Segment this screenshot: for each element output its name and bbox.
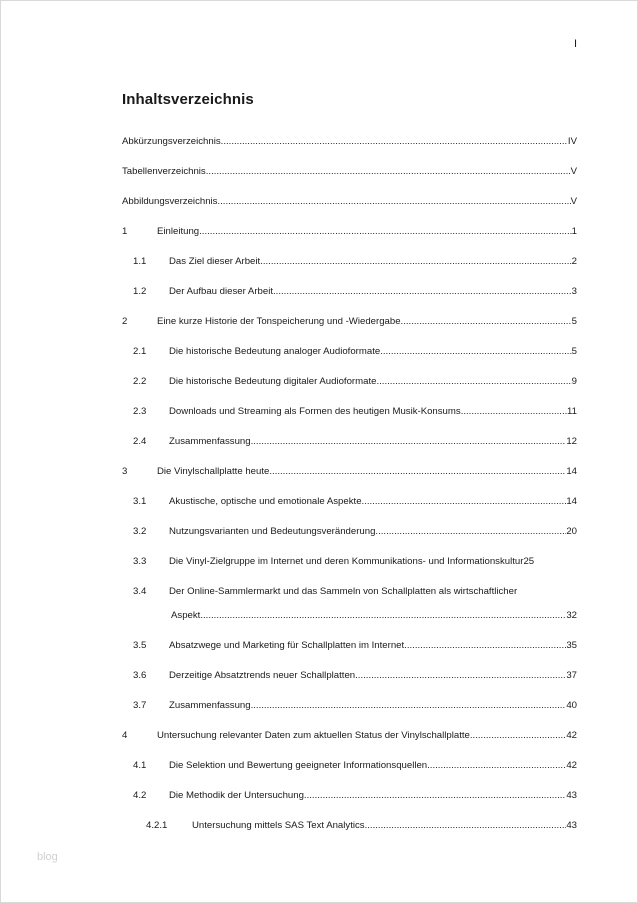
toc-entry-2-1[interactable] [122,346,577,376]
toc-entry-page: V [570,166,577,177]
toc-entry-number: 3.3 [133,556,147,567]
toc-entry-page: 43 [566,790,577,801]
dot-leader [362,496,567,507]
toc-entry-4[interactable] [122,730,577,760]
dot-leader [355,670,566,681]
dot-leader [404,640,566,651]
toc-entry-3-7[interactable] [122,700,577,730]
toc-entry-2-2[interactable] [122,376,577,406]
toc-entry-number: 3.7 [133,700,147,711]
toc-entry-page: 5 [571,346,577,357]
dot-leader [251,700,567,711]
toc-entry-3-1[interactable] [122,496,577,526]
toc-entry-number: 4 [122,730,128,741]
toc-entry-label: Tabellenverzeichnis [122,166,206,177]
toc-entry-page: 14 [566,466,577,477]
toc-entry-1-1[interactable] [122,256,577,286]
toc-entry-abkuerzungsverzeichnis[interactable] [122,136,577,166]
toc-entry-page: 2 [571,256,577,267]
toc-entry-number: 4.1 [133,760,147,771]
toc-entry-label: Derzeitige Absatztrends neuer Schallplatten [169,670,356,681]
toc-entry-number: 3 [122,466,128,477]
toc-entry-label: Die Selektion und Bewertung geeigneter Informationsquellen [169,760,428,771]
dot-leader [365,820,567,831]
toc-entry-page: V [570,196,577,207]
toc-entry-label: Zusammenfassung [169,700,251,711]
toc-entry-label: Einleitung [157,226,200,237]
toc-entry-number: 3.2 [133,526,147,537]
dot-leader [251,436,567,447]
toc-entry-label: Akustische, optische und emotionale Aspekte [169,496,362,507]
toc-entry-number: 2.4 [133,436,147,447]
toc-entry-label: Nutzungsvarianten und Bedeutungsveränderung [169,526,376,537]
watermark: blog [37,851,58,863]
toc-entry-page: 12 [566,436,577,447]
toc-entry-page: 37 [566,670,577,681]
toc-entry-label-line2: Aspekt [171,610,201,621]
toc-entry-page: 9 [571,376,577,387]
dot-leader [380,346,571,357]
toc-entry-label-line1: Der Online-Sammlermarkt und das Sammeln von Schallplatten als wirtschaftlicher [169,586,518,597]
toc-entry-number: 3.4 [133,586,147,597]
toc-entry-2[interactable] [122,316,577,346]
toc-heading: Inhaltsverzeichnis [122,91,254,108]
toc-entry-label: Das Ziel dieser Arbeit [169,256,261,267]
dot-leader [304,790,566,801]
toc-entry-abbildungsverzeichnis[interactable] [122,196,577,226]
toc-entry-page: 3 [571,286,577,297]
toc-entry-page: 25 [523,556,535,567]
dot-leader [375,526,566,537]
toc-entry-4-2-1[interactable] [122,820,577,850]
toc-entry-2-3[interactable] [122,406,577,436]
table-of-contents [122,136,577,850]
toc-entry-label: Der Aufbau dieser Arbeit [169,286,273,297]
toc-entry-label: Die Vinyl-Zielgruppe im Internet und deren Kommunikations- und Informationskultur [169,556,524,567]
dot-leader [221,136,568,147]
toc-entry-number: 4.2 [133,790,147,801]
toc-entry-2-4[interactable] [122,436,577,466]
toc-entry-number: 2.3 [133,406,147,417]
toc-entry-page: 35 [566,640,577,651]
dot-leader [401,316,572,327]
toc-entry-label: Untersuchung mittels SAS Text Analytics [192,820,365,831]
toc-entry-page: 1 [571,226,577,237]
toc-entry-page: 42 [566,730,577,741]
toc-entry-number: 3.5 [133,640,147,651]
toc-entry-number: 1.1 [133,256,147,267]
dot-leader [376,376,571,387]
toc-entry-page: IV [567,136,577,147]
dot-leader [206,166,571,177]
toc-entry-label: Zusammenfassung [169,436,251,447]
toc-entry-page: 14 [566,496,577,507]
toc-entry-label: Die historische Bedeutung digitaler Audioformate [169,376,377,387]
toc-entry-page: 20 [566,526,577,537]
toc-entry-tabellenverzeichnis[interactable] [122,166,577,196]
toc-entry-number: 2.1 [133,346,147,357]
toc-entry-page: 32 [566,610,577,621]
toc-entry-label: Untersuchung relevanter Daten zum aktuellen Status der Vinylschallplatte [157,730,470,741]
page-number: I [573,38,577,50]
toc-entry-number: 3.1 [133,496,147,507]
dot-leader [199,226,572,237]
toc-entry-page: 43 [566,820,577,831]
dot-leader [269,466,566,477]
toc-entry-3-5[interactable] [122,640,577,670]
toc-entry-page: 11 [567,406,577,417]
toc-entry-4-1[interactable] [122,760,577,790]
dot-leader [200,610,566,621]
toc-entry-3-3[interactable] [122,556,577,586]
toc-entry-label: Abkürzungsverzeichnis [122,136,221,147]
dot-leader [461,406,567,417]
toc-entry-3-4[interactable] [122,586,577,640]
dot-leader [260,256,571,267]
dot-leader [470,730,566,741]
toc-entry-number: 2.2 [133,376,147,387]
dot-leader [217,196,570,207]
toc-entry-3-2[interactable] [122,526,577,556]
toc-entry-label: Die Vinylschallplatte heute [157,466,270,477]
toc-entry-3[interactable] [122,466,577,496]
toc-entry-label: Downloads und Streaming als Formen des heutigen Musik-Konsums [169,406,461,417]
toc-entry-label: Abbildungsverzeichnis [122,196,218,207]
toc-entry-label: Absatzwege und Marketing für Schallplatten im Internet [169,640,405,651]
toc-entry-number: 2 [122,316,128,327]
dot-leader [273,286,572,297]
toc-entry-label: Die historische Bedeutung analoger Audioformate [169,346,381,357]
toc-entry-4-2[interactable] [122,790,577,820]
toc-entry-number: 1 [122,226,128,237]
toc-entry-number: 1.2 [133,286,147,297]
toc-entry-label: Die Methodik der Untersuchung [169,790,304,801]
toc-entry-page: 5 [571,316,577,327]
toc-entry-page: 40 [566,700,577,711]
toc-entry-1-2[interactable] [122,286,577,316]
dot-leader [427,760,566,771]
toc-entry-3-6[interactable] [122,670,577,700]
toc-entry-number: 4.2.1 [146,820,168,831]
toc-entry-page: 42 [566,760,577,771]
toc-entry-1[interactable] [122,226,577,256]
toc-entry-number: 3.6 [133,670,147,681]
toc-entry-label: Eine kurze Historie der Tonspeicherung und -Wiedergabe [157,316,401,327]
